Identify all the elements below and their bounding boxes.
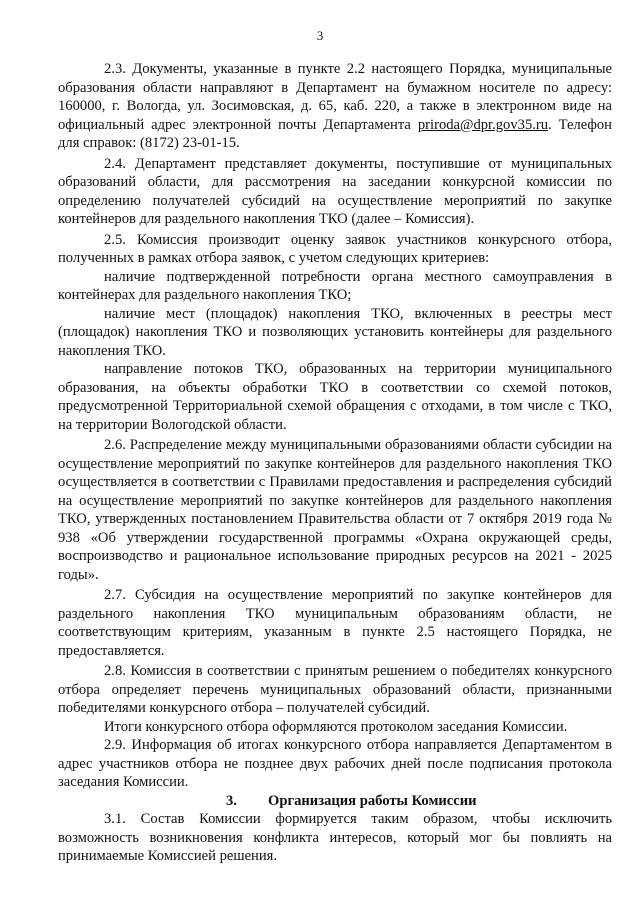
paragraph-2-6: 2.6. Распределение между муниципальными образованиями области субсидии на осуществление мероприятий по закупке контейнеров для раздельного накопления ТКО осуществляется в соответствии с Правилами предоставления и распределения субсидий на осуществление мероприятий по закупке контейнеров для раздельного накопления ТКО, утвержденных постановлением Правительства области от 7 октября 2019 года № 938 «Об утверждении государственной программы «Охрана окружающей среды, воспроизводство и рациональное использование природных ресурсов на 2021 - 2025 годы». bbox=[58, 437, 612, 583]
paragraph-2-8: 2.8. Комиссия в соответствии с принятым решением о победителях конкурсного отбора определяет перечень муниципальных образований области, признанными победителями конкурсного отбора – получателей субсидий. bbox=[58, 663, 612, 716]
criterion-3: направление потоков ТКО, образованных на территории муниципального образования, на объекты обработки ТКО в соответствии со схемой потоков, предусмотренной Территориальной схемой обращения с отходами, в том числе с ТКО, на территории Вологодской области. bbox=[58, 361, 612, 433]
paragraph-2-3 bbox=[58, 60, 612, 153]
paragraph-3-1: 3.1. Состав Комиссии формируется таким образом, чтобы исключить возможность возникновения конфликта интересов, который мог бы повлиять на принимаемые Комиссией решения. bbox=[58, 811, 612, 864]
paragraph-2-7: 2.7. Субсидия на осуществление мероприятий по закупке контейнеров для раздельного накопления ТКО муниципальным образованиям области, не соответствующим критериям, указанным в пункте 2.5 настоящего Порядка, не предоставляется. bbox=[58, 587, 612, 659]
section-3-number: 3. bbox=[226, 792, 237, 809]
department-email-link[interactable]: priroda@dpr.gov35.ru bbox=[417, 116, 549, 133]
page-number: 3 bbox=[316, 28, 324, 43]
criterion-1: наличие подтвержденной потребности органа местного самоуправления в контейнерах для раздельного накопления ТКО; bbox=[58, 268, 612, 303]
document-body bbox=[58, 60, 612, 866]
paragraph-2-8-results: Итоги конкурсного отбора оформляются протоколом заседания Комиссии. bbox=[104, 718, 568, 735]
paragraph-2-4: 2.4. Департамент представляет документы, поступившие от муниципальных образований области, для рассмотрения на заседании конкурсной комиссии по определению получателей субсидий на осуществление мероприятий по закупке контейнеров для раздельного накопления ТКО (далее – Комиссия). bbox=[58, 155, 612, 227]
paragraph-2-3-text: 2.3. Документы, указанные в пункте 2.2 настоящего Порядка, муниципальные образования области направляют в Департамент на бумажном носителе по адресу: 160000, г. Вологда, ул. Зосимовская, д. 65, каб. 220, а также в электронном виде на официальный адрес электронной почты Департамента bbox=[58, 61, 612, 133]
section-3-heading bbox=[58, 792, 612, 811]
section-3-title: Организация работы Комиссии bbox=[268, 792, 477, 809]
paragraph-2-5: 2.5. Комиссия производит оценку заявок участников конкурсного отбора, полученных в рамках отбора заявок, с учетом следующих критериев: bbox=[58, 231, 612, 266]
paragraph-2-3-phone: . Телефон для справок: (8172) 23-01-15. bbox=[58, 116, 612, 151]
criterion-2: наличие мест (площадок) накопления ТКО, включенных в реестры мест (площадок) накопления ТКО и позволяющих установить контейнеры для раздельного накопления ТКО. bbox=[58, 305, 612, 359]
paragraph-2-9: 2.9. Информация об итогах конкурсного отбора направляется Департаментом в адрес участников отбора не позднее двух рабочих дней после подписания протокола заседания Комиссии. bbox=[58, 737, 612, 790]
